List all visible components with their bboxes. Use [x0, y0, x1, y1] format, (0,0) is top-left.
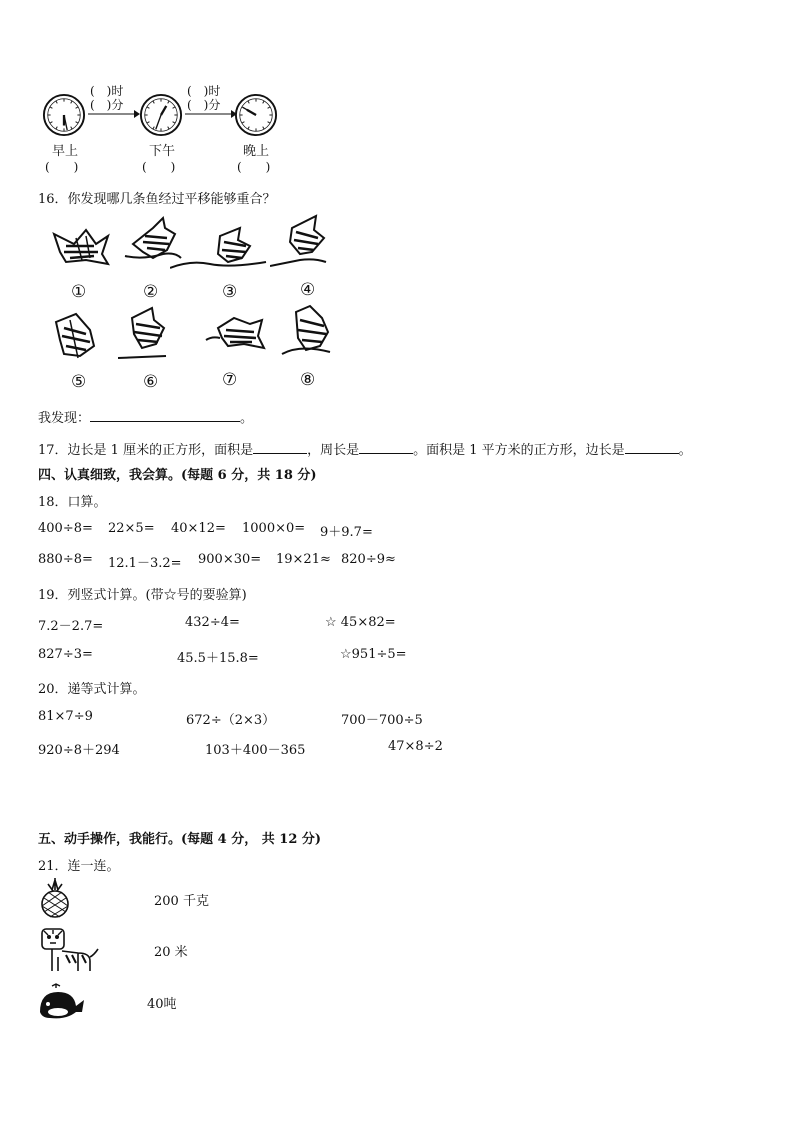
q20-item: 700－700÷5 — [341, 713, 423, 728]
q19-item: 7.2－2.7= — [38, 619, 104, 634]
fish-number-4: ④ — [300, 280, 316, 300]
q21-value-length: 20 米 — [154, 945, 188, 960]
fish-4-icon — [270, 212, 330, 272]
q20-item: 81×7÷9 — [38, 709, 93, 724]
fish-number-6: ⑥ — [143, 372, 159, 392]
fish-5-icon — [50, 310, 100, 365]
q19-item: ☆951÷5= — [340, 647, 407, 662]
q18-item: 820÷9≈ — [341, 552, 396, 567]
q17-line: 17．边长是 1 厘米的正方形，面积是 ，周长是 。面积是 1 平方米的正方形，边长是 。 — [38, 439, 692, 458]
q20-item: 47×8÷2 — [388, 739, 443, 754]
q18-item: 880÷8= — [38, 552, 93, 567]
section-5-title: 五、动手操作，我能行。(每题 4 分， 共 12 分) — [38, 832, 322, 847]
q18-item: 9＋9.7= — [320, 525, 373, 540]
fish-number-8: ⑧ — [300, 370, 316, 390]
clock-afternoon-label: 下午 — [149, 144, 176, 159]
q18-item: 19×21≈ — [276, 552, 331, 567]
q16-text: 16．你发现哪几条鱼经过平移能够重合？ — [38, 192, 276, 207]
pineapple-icon — [38, 878, 72, 918]
q21-value-mass: 40吨 — [147, 997, 177, 1012]
q16-answer-blank[interactable] — [90, 408, 240, 422]
clock-evening-label: 晚上 — [243, 144, 270, 159]
q18-title: 18．口算。 — [38, 495, 107, 510]
q19-item: ☆ 45×82= — [325, 615, 396, 630]
clock-morning-answer: ( ) — [45, 160, 79, 174]
arrow-1-minute: ( )分 — [90, 98, 124, 112]
q20-title: 20．递等式计算。 — [38, 682, 146, 697]
arrow-2-hour: ( )时 — [187, 84, 221, 98]
whale-icon — [36, 982, 86, 1022]
q18-item: 22×5= — [108, 521, 155, 536]
q21-value-weight: 200 千克 — [154, 894, 209, 909]
q16-answer-line: 我发现： 。 — [38, 407, 253, 426]
clock-afternoon-answer: ( ) — [142, 160, 176, 174]
q17-area-blank[interactable] — [253, 440, 307, 454]
q17-side-blank[interactable] — [625, 440, 679, 454]
q18-item: 40×12= — [171, 521, 226, 536]
fish-number-5: ⑤ — [71, 372, 87, 392]
fish-3-icon — [170, 224, 270, 272]
arrow-2-minute: ( )分 — [187, 98, 221, 112]
fish-7-icon — [204, 310, 274, 360]
clock-morning-label: 早上 — [52, 144, 79, 159]
fish-number-3: ③ — [222, 282, 238, 302]
q18-item: 400÷8= — [38, 521, 93, 536]
q17-perimeter-blank[interactable] — [359, 440, 413, 454]
fish-number-7: ⑦ — [222, 370, 238, 390]
clock-morning — [42, 93, 86, 137]
q19-item: 45.5＋15.8= — [177, 651, 259, 666]
q20-item: 672÷（2×3） — [186, 713, 276, 728]
q21-title: 21．连一连。 — [38, 859, 120, 874]
q16-found-label: 我发现： — [38, 411, 91, 426]
fish-number-1: ① — [71, 282, 87, 302]
q19-item: 827÷3= — [38, 647, 93, 662]
q20-item: 920÷8＋294 — [38, 743, 120, 758]
fish-6-icon — [118, 306, 172, 366]
fish-number-2: ② — [143, 282, 159, 302]
q18-item: 900×30= — [198, 552, 262, 567]
section-4-title: 四、认真细致，我会算。(每题 6 分，共 18 分) — [38, 468, 317, 483]
clock-evening-answer: ( ) — [237, 160, 271, 174]
arrow-1-hour: ( )时 — [90, 84, 124, 98]
q18-item: 1000×0= — [242, 521, 306, 536]
q20-item: 103＋400－365 — [205, 743, 306, 758]
fish-8-icon — [280, 304, 334, 366]
clock-evening — [234, 93, 278, 137]
fish-1-icon — [46, 224, 116, 269]
q18-item: 12.1－3.2= — [108, 556, 182, 571]
q19-title: 19．列竖式计算。(带☆号的要验算) — [38, 588, 247, 603]
clock-afternoon — [139, 93, 183, 137]
tiger-icon — [38, 927, 102, 975]
q19-item: 432÷4= — [185, 615, 240, 630]
